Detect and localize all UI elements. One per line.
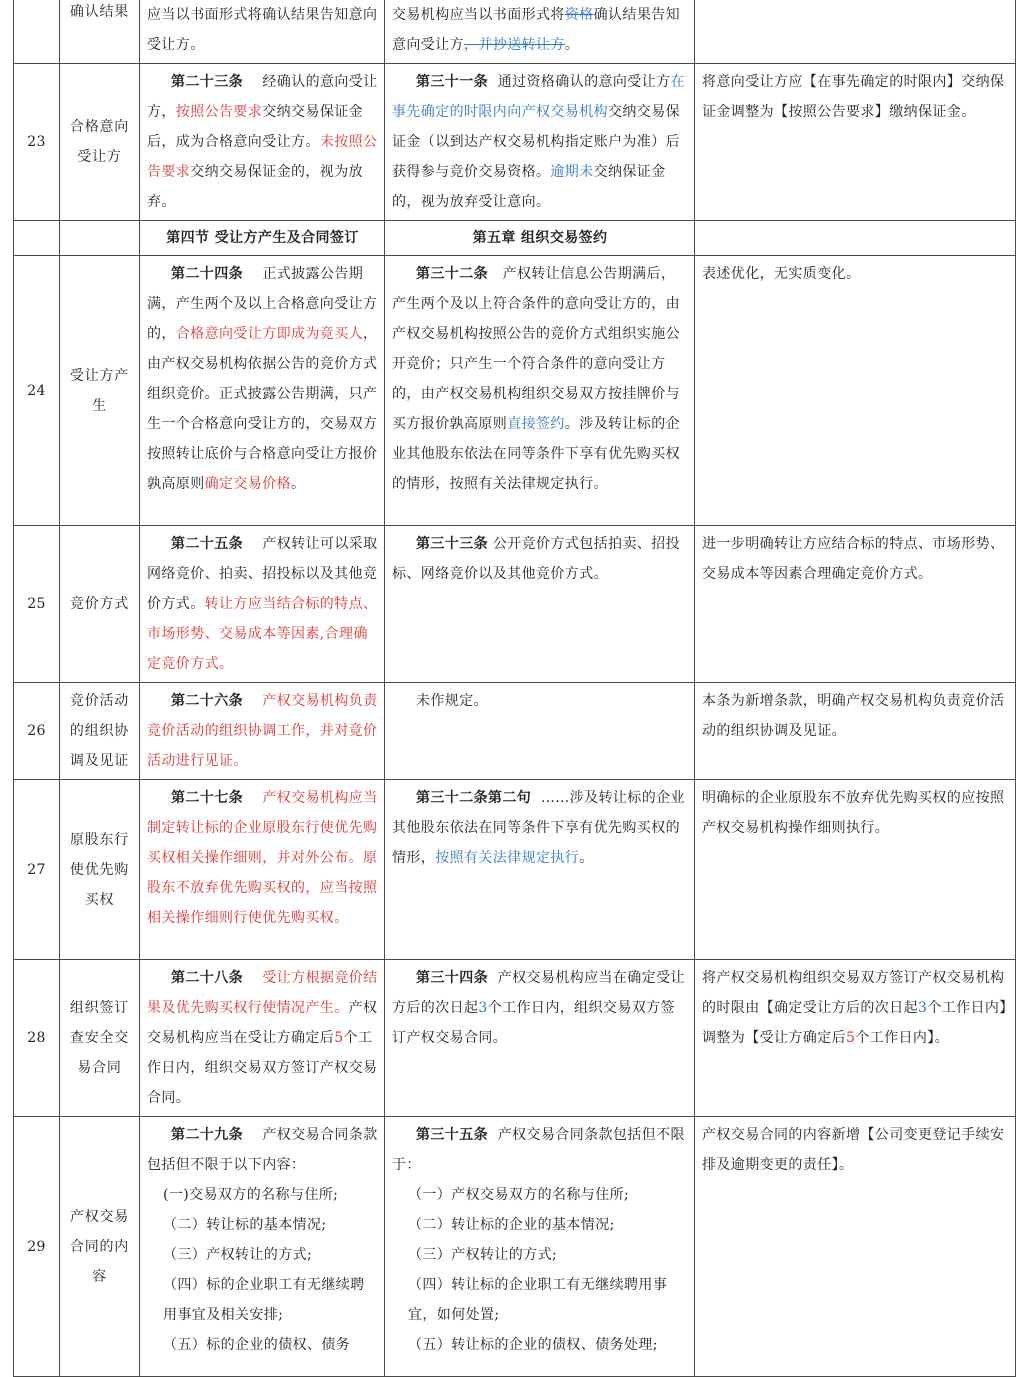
table-row <box>14 960 1016 1117</box>
row-number <box>14 0 60 64</box>
table-row <box>14 0 1016 64</box>
old-rule-text: 第三十五条 产权交易合同条款包括但不限于： （一）产权交易双方的名称与住所; （二）转让标的企业的基本情况; （三）产权转让的方式; （四）转让标的企业职工有无继续聘用事宜，如何处置; （五）转让标的企业的债权、债务处理; <box>385 1117 695 1377</box>
new-rule-text: 第二十八条 受让方根据竞价结果及优先购买权行使情况产生。产权交易机构应当在受让方确定后5个工作日内，组织交易双方签订产权交易合同。 <box>140 960 385 1117</box>
new-rule-text: 第二十三条 经确认的意向受让方，按照公告要求交纳交易保证金后，成为合格意向受让方。未按照公告要求交纳交易保证金的，视为放弃。 <box>140 64 385 221</box>
regulation-comparison-table <box>13 0 1016 1377</box>
change-note: 本条为新增条款，明确产权交易机构负责竞价活动的组织协调及见证。 <box>695 683 1016 780</box>
row-number: 23 <box>14 64 60 221</box>
old-section-title: 第五章 组织交易签约 <box>385 221 695 256</box>
new-rule-text: 第二十五条 产权转让可以采取网络竞价、拍卖、招投标以及其他竞价方式。转让方应当结合标的特点、市场形势、交易成本等因素,合理确定竞价方式。 <box>140 526 385 683</box>
table-row <box>14 526 1016 683</box>
old-rule-text: 未作规定。 <box>385 683 695 780</box>
new-rule-text: 第二十九条 产权交易合同条款包括但不限于以下内容： (一)交易双方的名称与住所; （二）转让标的基本情况; （三）产权转让的方式; （四）标的企业职工有无继续聘用事宜及相关安排; （五）标的企业的债权、债务 <box>140 1117 385 1377</box>
row-number: 28 <box>14 960 60 1117</box>
change-note <box>695 0 1016 64</box>
new-section-title: 第四节 受让方产生及合同签订 <box>140 221 385 256</box>
old-rule-text: 第三十三条 公开竞价方式包括拍卖、招投标、网络竞价以及其他竞价方式。 <box>385 526 695 683</box>
table-row <box>14 780 1016 960</box>
table-row <box>14 1117 1016 1377</box>
old-rule-text: 第三十二条第二句 ……涉及转让标的企业其他股东依法在同等条件下享有优先购买权的情形，按照有关法律规定执行。 <box>385 780 695 960</box>
row-number: 27 <box>14 780 60 960</box>
new-rule-text: 第二十六条 产权交易机构负责竞价活动的组织协调工作，并对竞价活动进行见证。 <box>140 683 385 780</box>
row-number: 29 <box>14 1117 60 1377</box>
section-header-row <box>14 221 1016 256</box>
row-topic: 受让方产生 <box>60 256 140 526</box>
row-topic: 原股东行使优先购买权 <box>60 780 140 960</box>
old-rule-text: 第三十四条 产权交易机构应当在确定受让方后的次日起3个工作日内，组织交易双方签订产权交易合同。 <box>385 960 695 1117</box>
old-rule-text: 第三十二条 产权转让信息公告期满后，产生两个及以上符合条件的意向受让方的，由产权交易机构按照公告的竞价方式组织实施公开竞价；只产生一个符合条件的意向受让方的，由产权交易机构组织交易双方按挂牌价与买方报价孰高原则直接签约。涉及转让标的企业其他股东依法在同等条件下享有优先购买权的情形，按照有关法律规定执行。 <box>385 256 695 526</box>
row-number: 24 <box>14 256 60 526</box>
row-topic: 确认结果 <box>60 0 140 64</box>
row-topic: 竞价活动的组织协调及见证 <box>60 683 140 780</box>
change-note: 进一步明确转让方应结合标的特点、市场形势、交易成本等因素合理确定竞价方式。 <box>695 526 1016 683</box>
change-note: 明确标的企业原股东不放弃优先购买权的应按照产权交易机构操作细则执行。 <box>695 780 1016 960</box>
row-topic: 产权交易合同的内容 <box>60 1117 140 1377</box>
row-number: 26 <box>14 683 60 780</box>
change-note: 产权交易合同的内容新增【公司变更登记手续安排及逾期变更的责任】。 <box>695 1117 1016 1377</box>
row-number: 25 <box>14 526 60 683</box>
old-rule-text: 第三十一条 通过资格确认的意向受让方在事先确定的时限内向产权交易机构交纳交易保证金（以到达产权交易机构指定账户为准）后获得参与竞价交易资格。逾期未交纳保证金的，视为放弃受让意向。 <box>385 64 695 221</box>
row-topic: 竞价方式 <box>60 526 140 683</box>
table-row <box>14 256 1016 526</box>
table-row <box>14 683 1016 780</box>
change-note: 表述优化，无实质变化。 <box>695 256 1016 526</box>
new-rule-text: 第二十七条 产权交易机构应当制定转让标的企业原股东行使优先购买权相关操作细则，并对外公布。原股东不放弃优先购买权的，应当按照相关操作细则行使优先购买权。 <box>140 780 385 960</box>
row-topic: 合格意向受让方 <box>60 64 140 221</box>
table-row <box>14 64 1016 221</box>
change-note: 将产权交易机构组织交易双方签订产权交易机构的时限由【确定受让方后的次日起3个工作日内】调整为【受让方确定后5个工作日内】。 <box>695 960 1016 1117</box>
new-rule-text: 第二十四条 正式披露公告期满，产生两个及以上合格意向受让方的，合格意向受让方即成为竞买人，由产权交易机构依据公告的竞价方式组织竞价。正式披露公告期满，只产生一个合格意向受让方的，交易双方按照转让底价与合格意向受让方报价孰高原则确定交易价格。 <box>140 256 385 526</box>
row-topic: 组织签订查安全交易合同 <box>60 960 140 1117</box>
change-note: 将意向受让方应【在事先确定的时限内】交纳保证金调整为【按照公告要求】缴纳保证金。 <box>695 64 1016 221</box>
new-rule-text: 应当以书面形式将确认结果告知意向受让方。 <box>140 0 385 64</box>
old-rule-text: 交易机构应当以书面形式将资格确认结果告知意向受让方，并抄送转让方。 <box>385 0 695 64</box>
